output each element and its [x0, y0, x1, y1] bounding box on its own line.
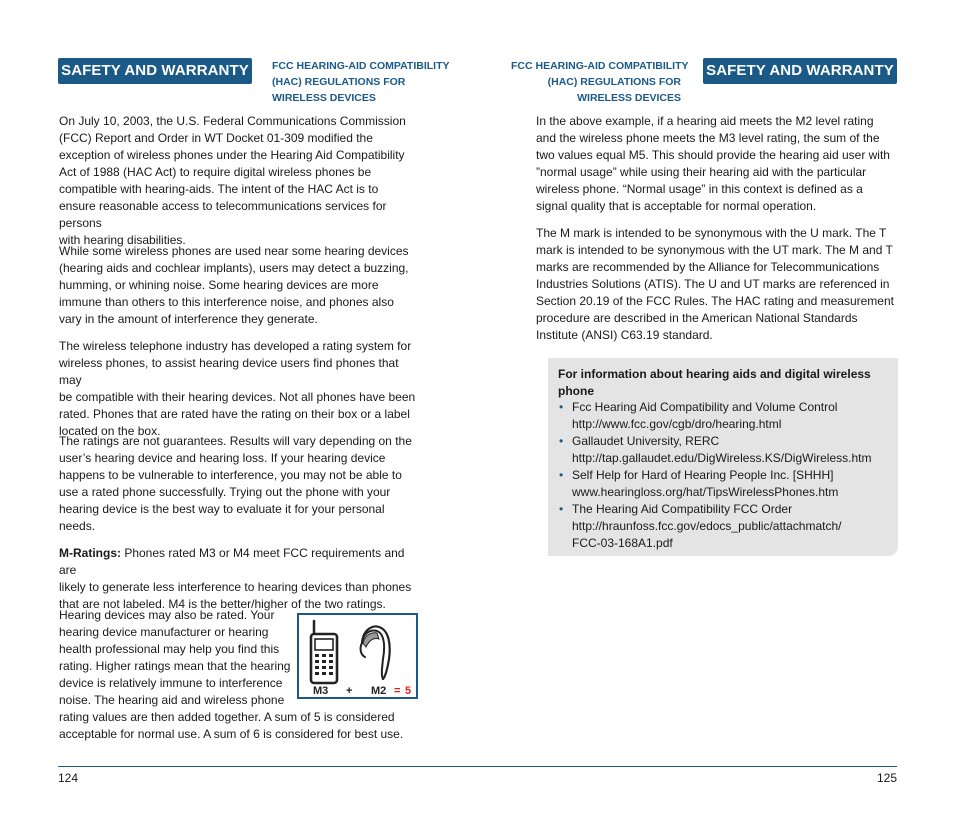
- text-line: Industries Solutions (ATIS). The U and UT marks are referenced in: [536, 277, 890, 291]
- paragraph: [536, 225, 894, 344]
- text-line: marks are recommended by the Alliance for Telecommunications: [536, 260, 880, 274]
- resource-name: The Hearing Aid Compatibility FCC Order: [572, 502, 793, 516]
- text-line: Institute (ANSI) C63.19 standard.: [536, 328, 713, 342]
- equals-sign: =: [394, 685, 401, 697]
- text-line: rated. Phones that are rated have the rating on their box or a label: [59, 407, 410, 421]
- bullet-icon: •: [559, 434, 564, 448]
- section-header: [272, 58, 450, 106]
- resource-url[interactable]: http://hraunfoss.fcc.gov/edocs_public/attachmatch/: [572, 519, 842, 533]
- text-line: In the above example, if a hearing aid meets the M2 level rating: [536, 114, 874, 128]
- text-line: On July 10, 2003, the U.S. Federal Communications Commission: [59, 114, 406, 128]
- paragraph: [59, 113, 421, 249]
- plus-sign: +: [346, 685, 353, 697]
- text-line: hearing device is the best way to evaluate it for your personal: [59, 502, 385, 516]
- resource-list: [558, 399, 888, 552]
- text-line: Act of 1988 (HAC Act) to require digital wireless phones be: [59, 165, 372, 179]
- resource-name: Fcc Hearing Aid Compatibility and Volume Control: [572, 400, 838, 414]
- text-line: The wireless telephone industry has developed a rating system for: [59, 339, 412, 353]
- hearing-aid-icon: [361, 627, 390, 679]
- text-line: acceptable for normal use. A sum of 6 is considered for best use.: [59, 727, 404, 741]
- paragraph: [59, 243, 409, 328]
- text-line: ensure reasonable access to telecommunications services for persons: [59, 199, 387, 230]
- header-line: WIRELESS DEVICES: [272, 92, 376, 104]
- header-line: WIRELESS DEVICES: [577, 92, 681, 104]
- text-line: happens to be vulnerable to interference, you may not be able to: [59, 468, 402, 482]
- resource-url[interactable]: http://www.fcc.gov/cgb/dro/hearing.html: [572, 417, 782, 431]
- resource-name: Gallaudet University, RERC: [572, 434, 720, 448]
- text-line: needs.: [59, 519, 96, 533]
- header-line: (HAC) REGULATIONS FOR: [547, 76, 681, 88]
- section-tab: SAFETY AND WARRANTY: [703, 58, 897, 84]
- text-line: be compatible with their hearing devices. Not all phones have been: [59, 390, 416, 404]
- paragraph: [536, 113, 890, 215]
- text-line: ”normal usage” while using their hearing aid with the particular: [536, 165, 867, 179]
- text-line: vary in the amount of interference they generate.: [59, 312, 318, 326]
- hac-rating-figure: [297, 613, 418, 699]
- footer-divider: [58, 766, 477, 767]
- text-line: (hearing aids and cochlear implants), users may detect a buzzing,: [59, 261, 409, 275]
- text-line: rating values are then added together. A sum of 5 is considered: [59, 710, 395, 724]
- resource-url[interactable]: www.hearingloss.org/hat/TipsWirelessPhones.htm: [572, 485, 839, 499]
- phone-icon: [311, 621, 337, 683]
- info-box-title: [558, 366, 888, 400]
- text-line: noise. The hearing aid and wireless phone: [59, 693, 285, 707]
- text-line: Section 20.19 of the FCC Rules. The HAC rating and measurement: [536, 294, 894, 308]
- page-number: 124: [58, 771, 79, 785]
- page-number: 125: [876, 771, 897, 785]
- text-line: user’s hearing device and hearing loss. If your hearing device: [59, 451, 386, 465]
- text-line: humming, or whining noise. Some hearing devices are more: [59, 278, 379, 292]
- text-line: exception of wireless phones under the Hearing Aid Compatibility: [59, 148, 405, 162]
- sum-label: 5: [405, 685, 412, 697]
- list-item: [558, 467, 888, 501]
- text-line: mark is intended to be synonymous with the UT mark. The M and T: [536, 243, 893, 257]
- header-line: FCC HEARING-AID COMPATIBILITY: [511, 60, 689, 72]
- resource-url-continued[interactable]: FCC-03-168A1.pdf: [572, 536, 673, 550]
- text-line: Hearing devices may also be rated. Your: [59, 608, 275, 622]
- paragraph: [59, 433, 412, 535]
- header-line: FCC HEARING-AID COMPATIBILITY: [272, 60, 450, 72]
- text-line: [59, 545, 421, 579]
- text-line: that are not labeled. M4 is the better/higher of the two ratings.: [59, 597, 386, 611]
- resource-url[interactable]: http://tap.gallaudet.edu/DigWireless.KS/DigWireless.htm: [572, 451, 872, 465]
- text-line: likely to generate less interference to hearing devices than phones: [59, 580, 412, 594]
- text-line: The M mark is intended to be synonymous with the U mark. The T: [536, 226, 887, 240]
- info-box: [548, 358, 898, 556]
- text-line: rating. Higher ratings mean that the hearing: [59, 659, 291, 673]
- text-line: and the wireless phone meets the M3 level rating, the sum of the: [536, 131, 880, 145]
- text-line: hearing device manufacturer or hearing: [59, 625, 269, 639]
- text-line: compatible with hearing-aids. The intent of the HAC Act is to: [59, 182, 379, 196]
- text-line-rest: Phones rated M3 or M4 meet FCC requirements and are: [59, 546, 405, 577]
- text-line: located on the box.: [59, 424, 161, 438]
- text-line: immune than others to this interference noise, and phones also: [59, 295, 394, 309]
- title-line: For information about hearing aids and digital wireless: [558, 367, 871, 381]
- text-line: signal quality that is acceptable for normal operation.: [536, 199, 817, 213]
- bullet-icon: •: [559, 502, 564, 516]
- phone-rating-label: M3: [313, 685, 329, 697]
- text-line: health professional may help you find this: [59, 642, 280, 656]
- m-ratings-paragraph: [59, 545, 421, 613]
- text-line: wireless phones, to assist hearing device users find phones that may: [59, 356, 399, 387]
- text-line: procedure are described in the American National Standards: [536, 311, 858, 325]
- text-line: While some wireless phones are used near some hearing devices: [59, 244, 409, 258]
- text-line: wireless phone. “Normal usage” in this context is defined as a: [536, 182, 863, 196]
- section-tab: SAFETY AND WARRANTY: [58, 58, 252, 84]
- text-line: two values equal M5. This should provide the hearing aid user with: [536, 148, 890, 162]
- text-line: The ratings are not guarantees. Results will vary depending on the: [59, 434, 412, 448]
- m-ratings-label: M-Ratings:: [59, 546, 121, 560]
- bullet-icon: •: [559, 468, 564, 482]
- title-line: phone: [558, 384, 594, 398]
- section-header: [511, 58, 689, 106]
- text-line: use a rated phone successfully. Trying out the phone with your: [59, 485, 391, 499]
- text-line: device is relatively immune to interference: [59, 676, 283, 690]
- aid-rating-label: M2: [371, 685, 387, 697]
- list-item: [558, 501, 888, 552]
- bullet-icon: •: [559, 400, 564, 414]
- footer-divider: [477, 766, 897, 767]
- paragraph: [59, 338, 421, 440]
- resource-name: Self Help for Hard of Hearing People Inc. [SHHH]: [572, 468, 834, 482]
- list-item: [558, 433, 888, 467]
- list-item: [558, 399, 888, 433]
- text-line: (FCC) Report and Order in WT Docket 01-309 modified the: [59, 131, 373, 145]
- header-line: (HAC) REGULATIONS FOR: [272, 76, 406, 88]
- text-line: with hearing disabilities.: [59, 233, 186, 247]
